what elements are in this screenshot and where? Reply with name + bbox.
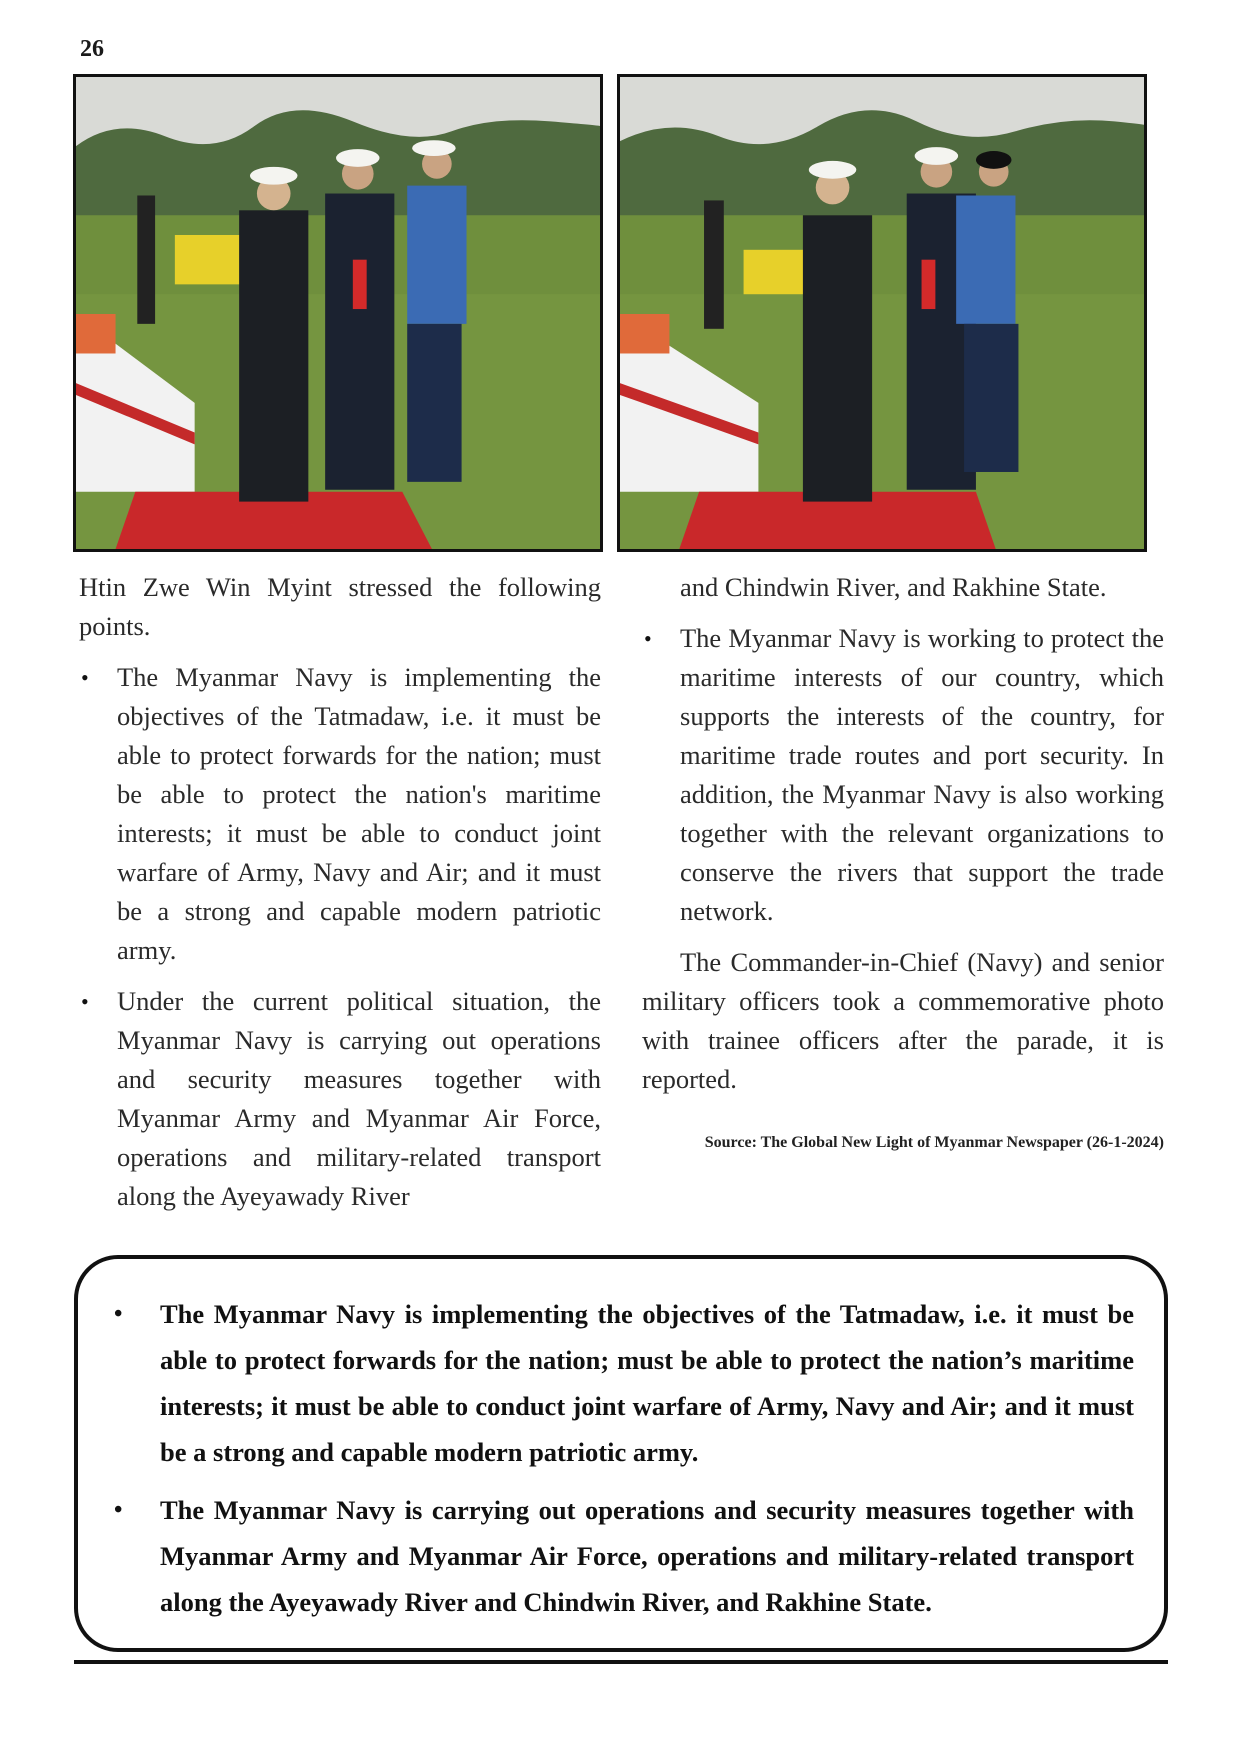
article-bullet-3: • The Myanmar Navy is working to protect the maritime interests of our country, which supports the interests of the country, for maritime trade routes and port security. In addition, the Myanmar Navy is also working together with the relevant organizations to conserve the rivers that support the trade network.: [642, 619, 1164, 931]
article-intro: Htin Zwe Win Myint stressed the following points.: [79, 572, 601, 641]
callout-item: • The Myanmar Navy is carrying out operations and security measures together with Myanmar Army and Myanmar Air Force, operations and military-related transport along the Ayeyawady River and Chindwin River, and Rakhine State.: [100, 1487, 1134, 1625]
article-bullet-2-continued: and Chindwin River, and Rakhine State.: [680, 572, 1107, 602]
photo-left: [73, 74, 603, 552]
navy-parade-photo-icon: [76, 77, 600, 549]
article-bullet-1: • The Myanmar Navy is implementing the objectives of the Tatmadaw, i.e. it must be able to protect forwards for the nation; must be able to protect the nation's maritime interests; it must be able to conduct joint warfare of Army, Navy and Air; and it must be a strong and capable modern patriotic army.: [79, 658, 601, 970]
navy-parade-photo-icon: [620, 77, 1144, 549]
article-column-right: [642, 568, 1164, 1174]
callout-item: • The Myanmar Navy is implementing the objectives of the Tatmadaw, i.e. it must be able to protect forwards for the nation; must be able to protect the nation’s maritime interests; it must be able to conduct joint warfare of Army, Navy and Air; and it must be a strong and capable modern patriotic army.: [100, 1291, 1134, 1475]
page-number: 26: [80, 36, 104, 62]
article-source: Source: The Global New Light of Myanmar Newspaper (26-1-2024): [704, 1134, 1164, 1151]
photo-right: [617, 74, 1147, 552]
article-column-left: [79, 568, 601, 1228]
article-bullet-2: • Under the current political situation, the Myanmar Navy is carrying out operations and security measures together with Myanmar Army and Myanmar Air Force, operations and military-related transport along the Ayeyawady River: [79, 982, 601, 1216]
bottom-rule: [74, 1660, 1168, 1664]
key-points-callout: [74, 1255, 1168, 1652]
article-closing: The Commander-in-Chief (Navy) and senior military officers took a commemorative photo with trainee officers after the parade, it is reported.: [642, 947, 1164, 1094]
